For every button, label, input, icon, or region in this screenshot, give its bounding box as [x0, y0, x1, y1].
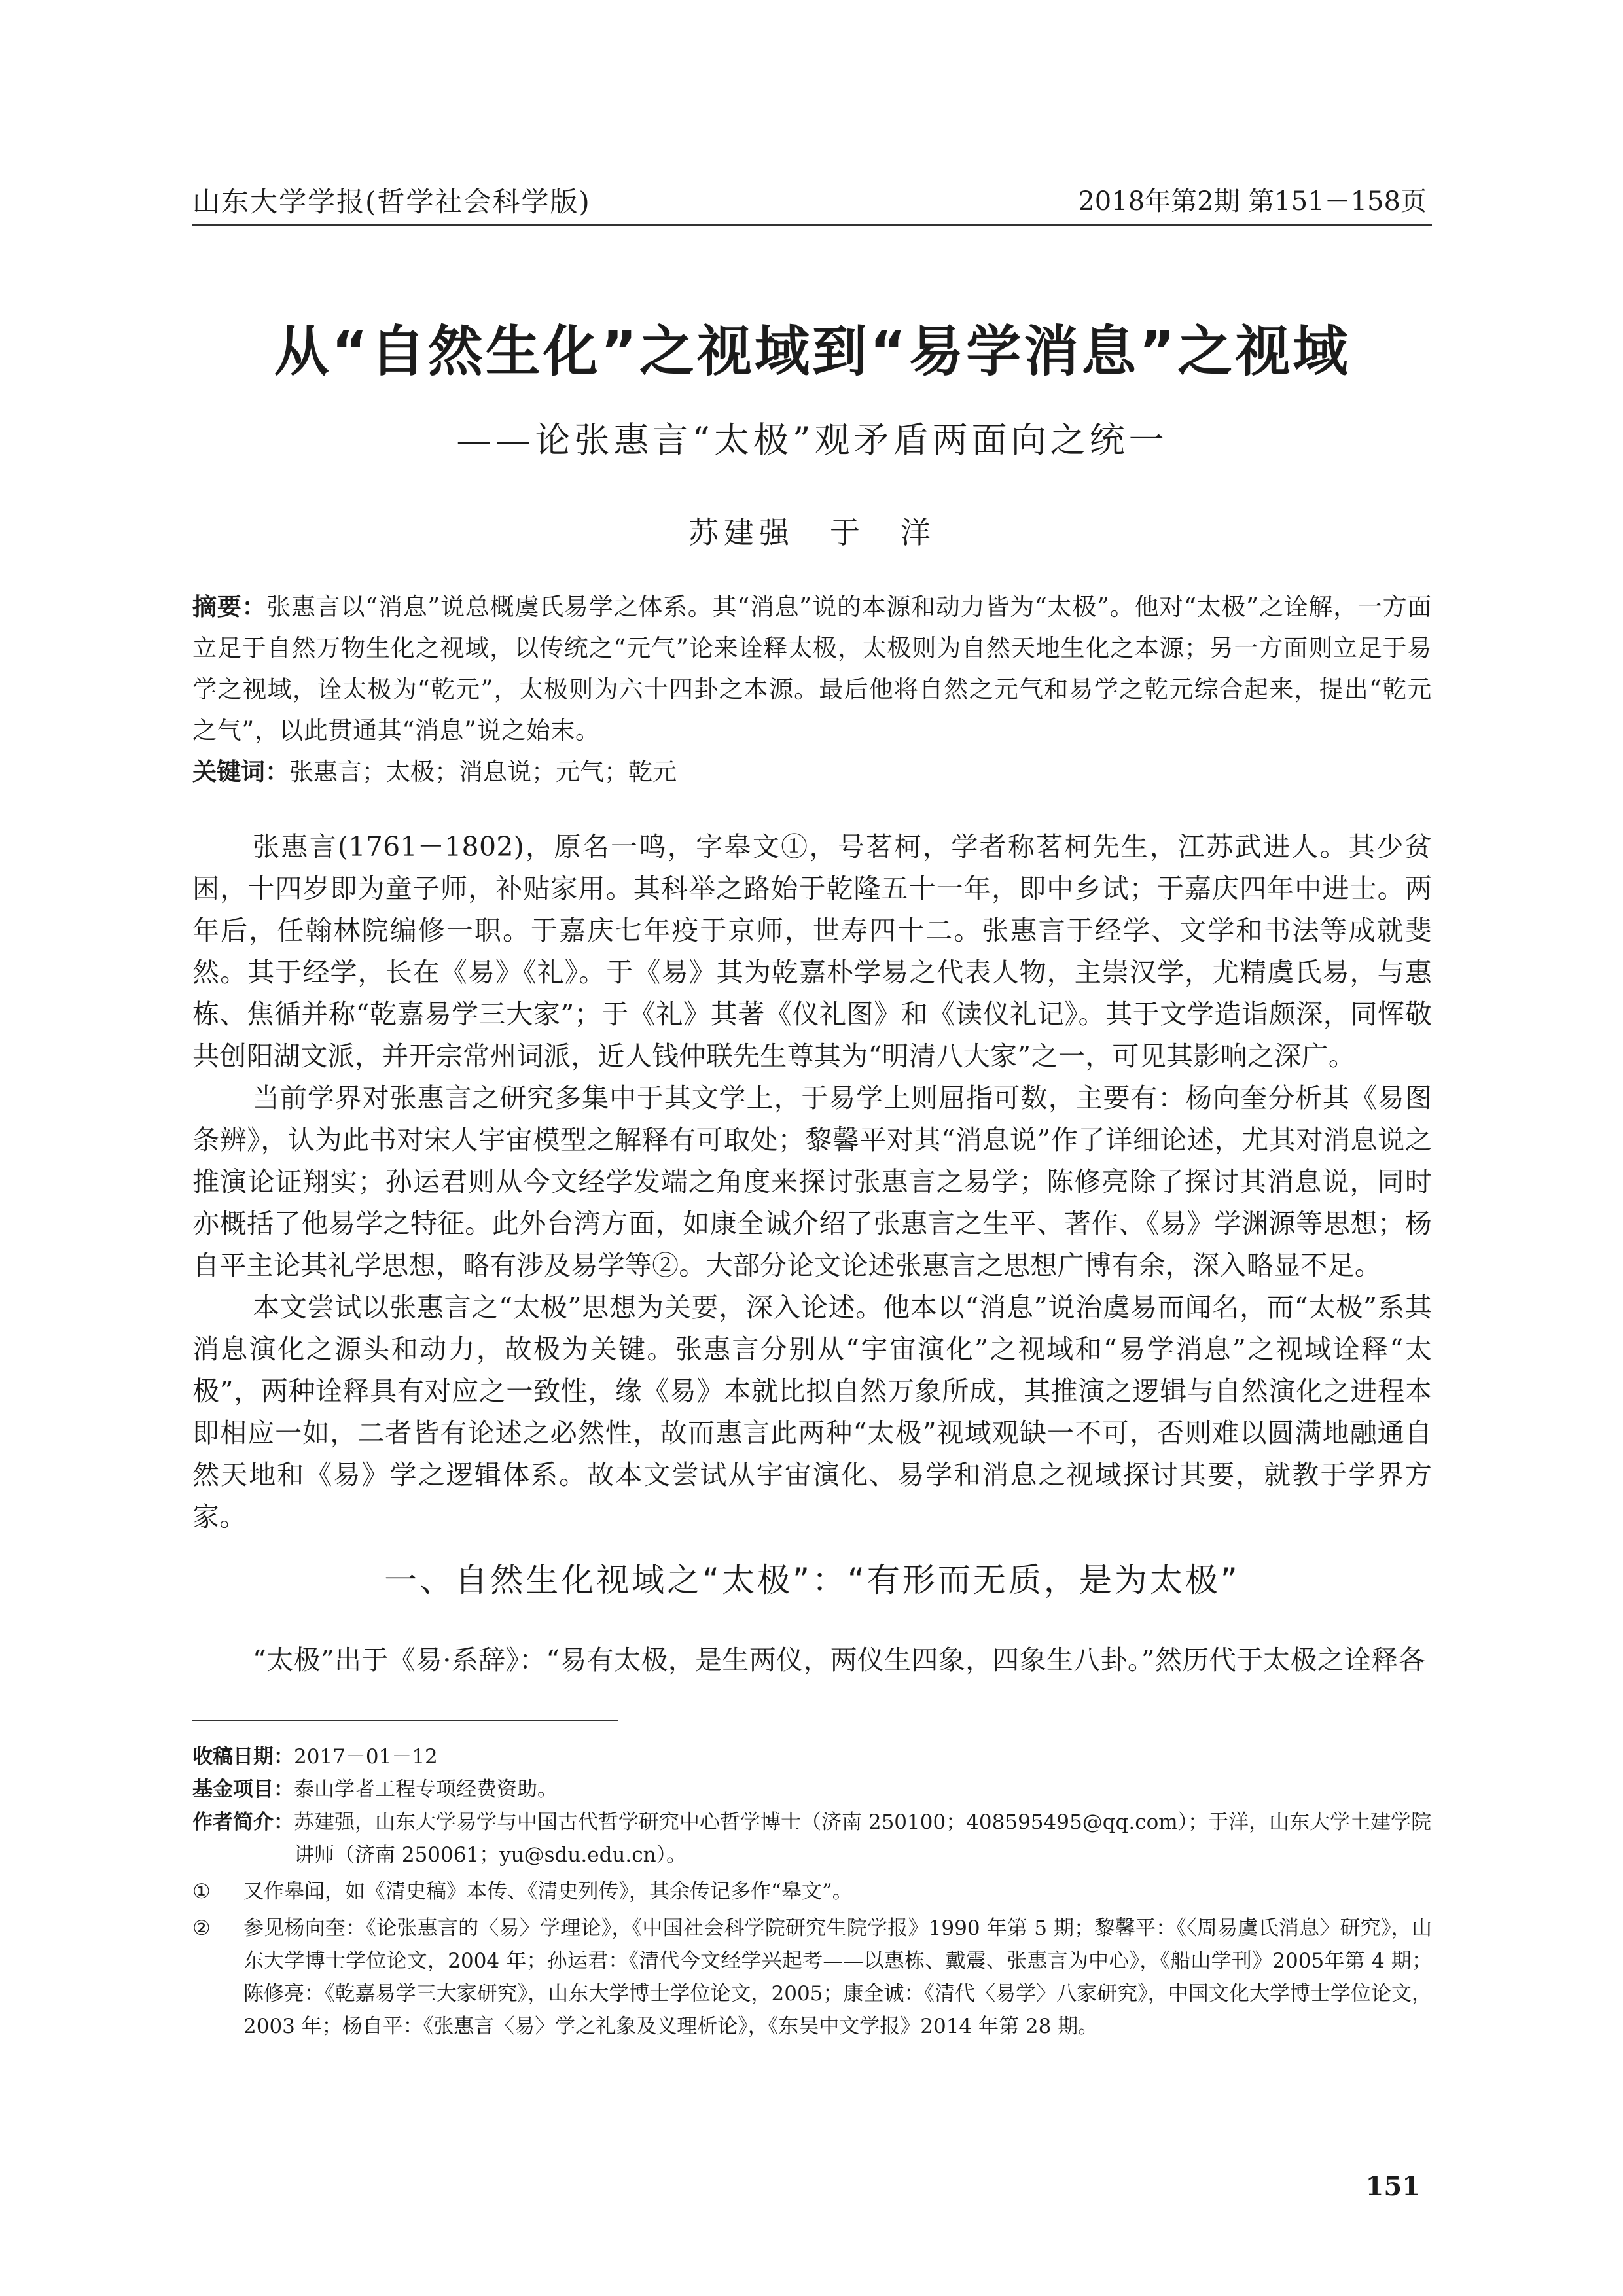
author-value: 苏建强，山东大学易学与中国古代哲学研究中心哲学博士（济南 250100；408595495@qq.com）；于洋，山东大学土建学院讲师（济南 250061；yu@sdu.edu.cn）。 — [294, 1810, 1432, 1867]
running-header-journal: 山东大学学报(哲学社会科学版) — [192, 186, 591, 218]
fund-info — [192, 1773, 1432, 1806]
article-title: 从“自然生化”之视域到“易学消息”之视域 — [274, 319, 1351, 383]
fund-value: 泰山学者工程专项经费资助。 — [294, 1778, 558, 1801]
footnotes — [192, 1740, 1432, 2043]
footnote-text: 又作皋闻，如《清史稿》本传、《清史列传》，其余传记多作“皋文”。 — [243, 1880, 853, 1903]
running-header-issue: 2018年第2期 第151－158页 — [1078, 186, 1427, 217]
author-bio — [192, 1806, 1432, 1871]
footnote-item — [192, 1912, 1432, 2043]
article-subtitle: ——论张惠言“太极”观矛盾两面向之统一 — [456, 419, 1168, 461]
footnote-number: ① — [192, 1880, 211, 1903]
abstract — [192, 586, 1432, 751]
fund-label: 基金项目： — [192, 1778, 294, 1801]
section-intro-paragraph: “太极”出于《易·系辞》：“易有太极，是生两仪，两仪生四象，四象生八卦。”然历代于太极之诠释各 — [253, 1644, 1425, 1676]
footnote-text: 参见杨向奎：《论张惠言的〈易〉学理论》，《中国社会科学院研究生院学报》1990 年第 5 期；黎馨平：《〈周易虞氏消息〉研究》，山东大学博士学位论文，2004 年；孙运君：《清代今文经学兴起考——以惠栋、戴震、张惠言为中心》，《船山学刊》2005年第 4 期；陈修亮：《乾嘉易学三大家研究》，山东大学博士学位论文，2005；康全诚：《清代〈易学〉八家研究》，中国文化大学博士学位论文，2003 年；杨自平：《张惠言〈易〉学之礼象及义理析论》，《东吴中文学报》2014 年第 28 期。 — [243, 1916, 1432, 2038]
footnote-rule — [192, 1720, 618, 1721]
body-paragraph: 本文尝试以张惠言之“太极”思想为关要，深入论述。他本以“消息”说治虞易而闻名，而“太极”系其消息演化之源头和动力，故极为关键。张惠言分别从“宇宙演化”之视域和“易学消息”之视域诠释“太极”，两种诠释具有对应之一致性，缘《易》本就比拟自然万象所成，其推演之逻辑与自然演化之进程本即相应一如，二者皆有论述之必然性，故而惠言此两种“太极”视域观缺一不可，否则难以圆满地融通自然天地和《易》学之逻辑体系。故本文尝试从宇宙演化、易学和消息之视域探讨其要，就教于学界方家。 — [192, 1292, 1432, 1532]
page-number: 151 — [1365, 2171, 1420, 2202]
body-paragraph: 张惠言(1761－1802)，原名一鸣，字皋文①，号茗柯，学者称茗柯先生，江苏武进人。其少贫困，十四岁即为童子师，补贴家用。其科举之路始于乾隆五十一年，即中乡试；于嘉庆四年中进士。两年后，任翰林院编修一职。于嘉庆七年疫于京师，世寿四十二。张惠言于经学、文学和书法等成就斐然。其于经学，长在《易》《礼》。于《易》其为乾嘉朴学易之代表人物，主崇汉学，尤精虞氏易，与惠栋、焦循并称“乾嘉易学三大家”；于《礼》其著《仪礼图》和《读仪礼记》。其于文学造诣颇深，同恽敬共创阳湖文派，并开宗常州词派，近人钱仲联先生尊其为“明清八大家”之一，可见其影响之深广。 — [192, 831, 1432, 1072]
authors: 苏建强 于 洋 — [688, 515, 936, 550]
author-label: 作者简介： — [192, 1810, 294, 1834]
abstract-label: 摘要： — [192, 593, 267, 621]
body-text — [192, 826, 1432, 1538]
keywords — [192, 751, 1432, 792]
footnote-number: ② — [192, 1916, 211, 1940]
section-heading: 一、自然生化视域之“太极”：“有形而无质，是为太极” — [384, 1561, 1240, 1599]
received-date — [192, 1740, 1432, 1773]
header-rule — [192, 224, 1432, 226]
received-value: 2017－01－12 — [294, 1745, 438, 1769]
footnote-item — [192, 1875, 1432, 1908]
received-label: 收稿日期： — [192, 1745, 294, 1769]
body-paragraph: 当前学界对张惠言之研究多集中于其文学上，于易学上则屈指可数，主要有：杨向奎分析其《易图条辨》，认为此书对宋人宇宙模型之解释有可取处；黎馨平对其“消息说”作了详细论述，尤其对消息说之推演论证翔实；孙运君则从今文经学发端之角度来探讨张惠言之易学；陈修亮除了探讨其消息说，同时亦概括了他易学之特征。此外台湾方面，如康全诚介绍了张惠言之生平、著作、《易》学渊源等思想；杨自平主论其礼学思想，略有涉及易学等②。大部分论文论述张惠言之思想广博有余，深入略显不足。 — [192, 1082, 1432, 1281]
keywords-text: 张惠言；太极；消息说；元气；乾元 — [289, 758, 677, 786]
abstract-text: 张惠言以“消息”说总概虞氏易学之体系。其“消息”说的本源和动力皆为“太极”。他对“太极”之诠解，一方面立足于自然万物生化之视域，以传统之“元气”论来诠释太极，太极则为自然天地生化之本源；另一方面则立足于易学之视域，诠太极为“乾元”，太极则为六十四卦之本源。最后他将自然之元气和易学之乾元综合起来，提出“乾元之气”，以此贯通其“消息”说之始末。 — [192, 593, 1433, 745]
keywords-label: 关键词： — [192, 758, 289, 786]
